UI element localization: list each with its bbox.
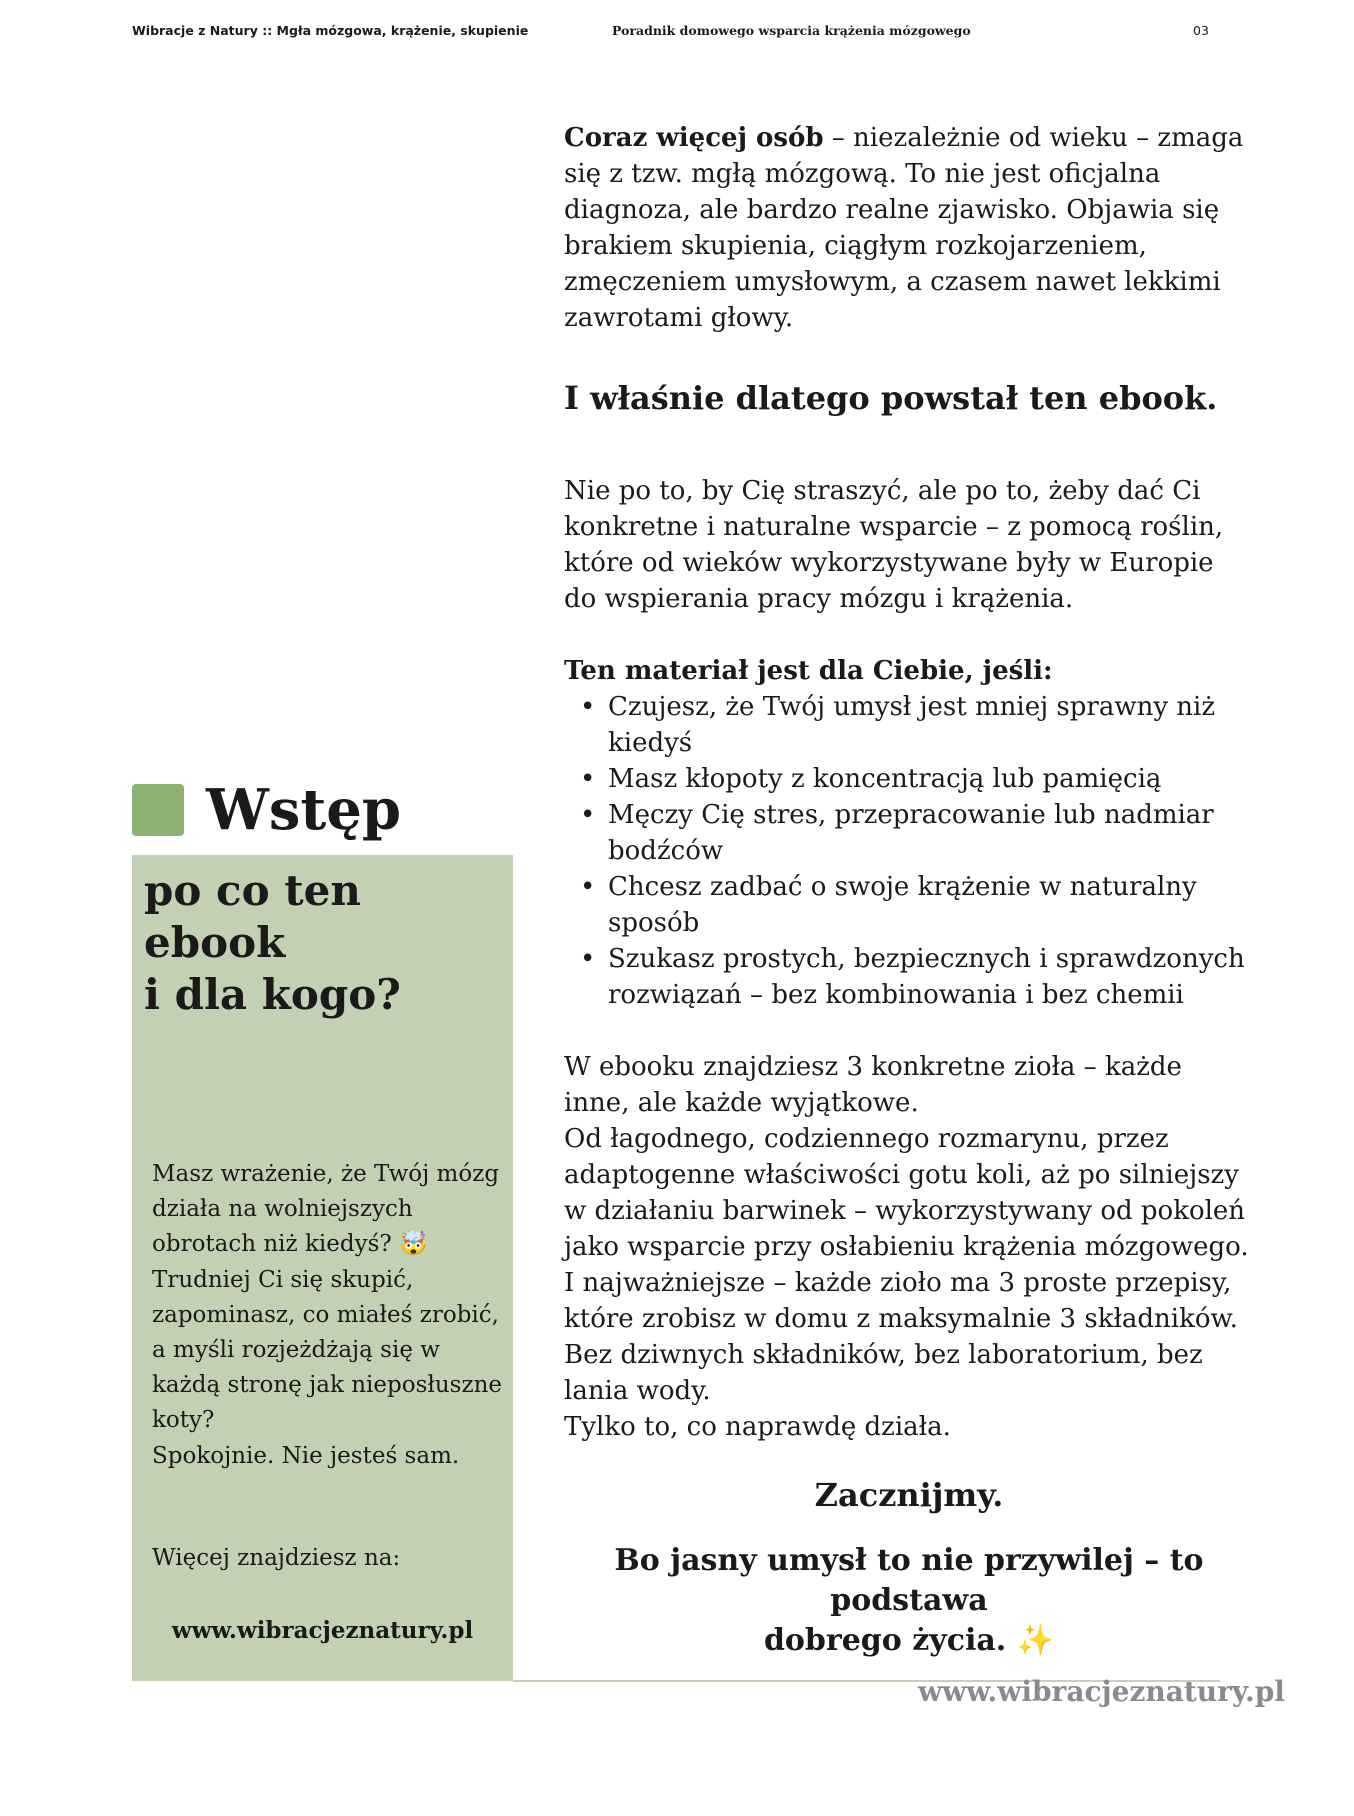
intro-line: Spokojnie. Nie jesteś sam. [152, 1442, 460, 1469]
page-number: 03 [1193, 23, 1209, 38]
section-title: Wstęp [206, 777, 402, 843]
intro-line: Masz wrażenie, że Twój mózg działa na wolniejszych obrotach niż kiedyś? 🤯 [152, 1161, 500, 1258]
section-subtitle [144, 865, 504, 1021]
list-title: Ten materiał jest dla Ciebie, jeśli: [564, 656, 1053, 686]
footer-website-link[interactable]: www.wibracjeznatury.pl [918, 1675, 1285, 1708]
closing-statement [564, 1541, 1254, 1661]
subtitle-line-2: i dla kogo? [144, 970, 401, 1019]
intro-bold: Coraz więcej osób [564, 123, 824, 153]
intro-line: Trudniej Ci się skupić, zapominasz, co miałeś zrobić, a myśli rozjeżdżają się w każdą stronę jak nieposłuszne koty? [152, 1266, 502, 1434]
list-item: • Czujesz, że Twój umysł jest mniej sprawny niż kiedyś [608, 689, 1254, 761]
subtitle-line-1: po co ten ebook [144, 866, 361, 967]
section-marker [132, 784, 184, 836]
panel-website-link[interactable]: www.wibracjeznatury.pl [171, 1617, 474, 1644]
intro-rest: – niezależnie od wieku – zmaga się z tzw. mgłą mózgową. To nie jest oficjalna diagnoza, ale bardzo realne zjawisko. Objawia się brakiem skupienia, ciągłym rozkojarzeniem, zmęczeniem umysłowym, a czasem nawet lekkimi zawrotami głowy. [564, 123, 1244, 333]
start-heading: Zacznijmy. [814, 1476, 1004, 1514]
heading: I właśnie dlatego powstał ten ebook. [564, 379, 1218, 417]
paragraph-purpose: Nie po to, by Cię straszyć, ale po to, żeby dać Ci konkretne i naturalne wsparcie – z pomocą roślin, które od wieków wykorzystywane były w Europie do wspierania pracy mózgu i krążenia. [564, 476, 1224, 614]
content-line: Od łagodnego, codziennego rozmarynu, przez adaptogenne właściwości gotu koli, aż po silniejszy w działaniu barwinek – wykorzystywany od pokoleń jako wsparcie przy osłabieniu krążenia mózgowego. [564, 1124, 1249, 1262]
sparkles-icon: ✨ [1016, 1623, 1055, 1658]
list-item: • Szukasz prostych, bezpiecznych i sprawdzonych rozwiązań – bez kombinowania i bez chemii [608, 941, 1254, 1013]
paragraph-content [564, 1049, 1254, 1445]
content-line: I najważniejsze – każde zioło ma 3 proste przepisy, które zrobisz w domu z maksymalnie 3 składników. [564, 1268, 1238, 1334]
list-item: • Męczy Cię stres, przepracowanie lub nadmiar bodźców [608, 797, 1254, 869]
content-line: Bez dziwnych składników, bez laboratorium, bez lania wody. [564, 1340, 1203, 1406]
list-item: • Masz kłopoty z koncentracją lub pamięcią [608, 761, 1254, 797]
header-title: Wibracje z Natury :: Mgła mózgowa, krążenie, skupienie [132, 23, 529, 38]
content-line: Tylko to, co naprawdę działa. [564, 1412, 951, 1442]
main-content [564, 120, 1254, 1661]
list-item: • Chcesz zadbać o swoje krążenie w naturalny sposób [608, 869, 1254, 941]
content-line: W ebooku znajdziesz 3 konkretne zioła – każde inne, ale każde wyjątkowe. [564, 1052, 1182, 1118]
paragraph-intro [564, 120, 1254, 336]
intro-text [152, 1157, 502, 1474]
more-label: Więcej znajdziesz na: [152, 1545, 401, 1571]
audience-list [564, 689, 1254, 1013]
intro-panel [132, 855, 513, 1681]
header-subtitle: Poradnik domowego wsparcia krążenia mózgowego [612, 23, 971, 38]
closing-line-1: Bo jasny umysł to nie przywilej – to podstawa [614, 1543, 1204, 1618]
closing-line-2: dobrego życia. [763, 1623, 1007, 1658]
